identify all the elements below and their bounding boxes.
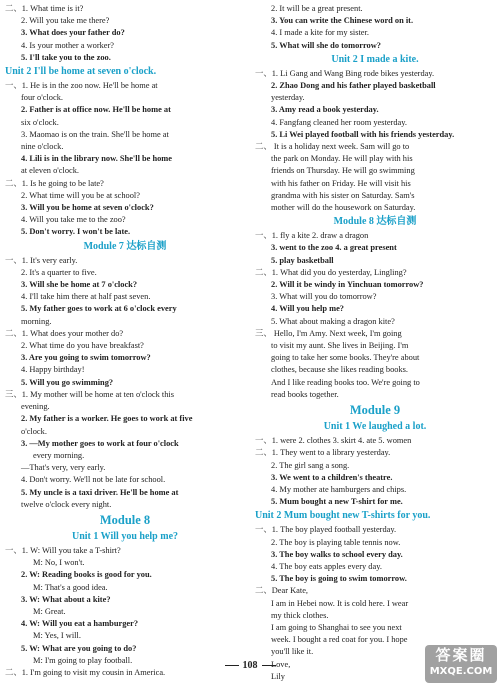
right-column [255, 3, 495, 683]
watermark-logo [425, 645, 497, 683]
section-heading: Module 9 [349, 403, 401, 418]
watermark-url: MXQE.COM [429, 666, 493, 677]
answer-line: 3. We went to a children's theatre. [271, 472, 393, 482]
answer-line: 3. Are you going to swim tomorrow? [21, 353, 151, 363]
answer-line: 4. I made a kite for my sister. [271, 28, 369, 38]
answer-line: 4. Will you take me to the zoo? [21, 215, 126, 225]
answer-line: evening. [21, 402, 50, 412]
answer-line: mother will do the housework on Saturday. [271, 203, 416, 213]
answer-line: 一、1. W: Will you take a T-shirt? [5, 545, 121, 555]
section-heading: Unit 1 We laughed a lot. [323, 421, 427, 433]
answer-line: Love, [271, 659, 291, 669]
answer-line: 2. W: Reading books is good for you. [21, 570, 152, 580]
answer-line: my thick clothes. [271, 610, 329, 620]
answer-line: M: That's a good idea. [33, 582, 108, 592]
answer-line: 5. play basketball [271, 255, 334, 265]
answer-line: 3. What will you do tomorrow? [271, 292, 377, 302]
answer-line: going to take her some books. They're about [271, 353, 420, 363]
answer-line: 2. Father is at office now. He'll be home at [21, 105, 171, 115]
answer-line: 4. I'll take him there at half past seven. [21, 292, 151, 302]
answer-line: 4. Is your mother a worker? [21, 40, 115, 50]
answer-line: 5. Will you go swimming? [21, 377, 114, 387]
answer-line: 一、1. fly a kite 2. draw a dragon [255, 231, 369, 241]
answer-line: 二、1. I'm going to visit my cousin in America. [5, 667, 166, 677]
answer-line: 4. The boy eats apples every day. [271, 561, 382, 571]
watermark-title: 答案圈 [435, 646, 487, 664]
answer-line: 4. W: Will you eat a hamburger? [21, 619, 139, 629]
answer-line: every morning. [33, 450, 85, 460]
answer-line: 2. It's a quarter to five. [21, 267, 97, 277]
answer-line: 3. You can write the Chinese word on it. [271, 16, 414, 26]
answer-line: 5. My father goes to work at 6 o'clock every [21, 304, 177, 314]
answer-line: 4. Lili is in the library now. She'll be home [21, 154, 172, 164]
answer-line: 4. Don't worry. We'll not be late for school. [21, 475, 166, 485]
answer-line: 5. Mum bought a new T-shirt for me. [271, 497, 403, 507]
answer-line: twelve o'clock every night. [21, 499, 112, 509]
answer-line: yesterday. [271, 93, 305, 103]
section-heading: Module 8 达标自测 [333, 216, 417, 228]
answer-line: 2. The boy is playing table tennis now. [271, 537, 401, 547]
answer-line: 3. Maomao is on the train. She'll be home at [21, 129, 169, 139]
answer-line: 二、1. What did you do yesterday, Lingling? [255, 267, 407, 277]
answer-line: 二、1. Is he going to be late? [5, 178, 104, 188]
answer-line: with his father on Friday. He will visit his [271, 178, 411, 188]
answer-line: 5. The boy is going to swim tomorrow. [271, 574, 407, 584]
answer-line: I am in Hebei now. It is cold here. I wear [271, 598, 409, 608]
answer-line: M: No, I won't. [33, 558, 85, 568]
answer-line: 3. Will you be home at seven o'clock? [21, 203, 154, 213]
answer-line: 三、 Hello, I'm Amy. Next week, I'm going [255, 328, 402, 338]
answer-line: Lily [271, 671, 285, 681]
page-number-text: 108 [242, 660, 258, 671]
answer-line: 2. My father is a worker. He goes to work at five [21, 414, 193, 424]
answer-line: 3. What does your father do? [21, 28, 125, 38]
section-heading: Unit 2 I'll be home at seven o'clock. [5, 66, 157, 78]
answer-line: 2. Zhao Dong and his father played basketball [271, 81, 436, 91]
answer-line: 二、1. What time is it? [5, 4, 84, 13]
answer-line: read books together. [271, 389, 339, 399]
answer-line: I am going to Shanghai to see you next [271, 622, 402, 632]
answer-line: M: Yes, I will. [33, 631, 81, 641]
answer-line: 4. Will you help me? [271, 304, 344, 314]
answer-line: morning. [21, 316, 52, 326]
answer-line: the park on Monday. He will play with his [271, 154, 413, 164]
section-heading: Unit 2 I made a kite. [331, 53, 419, 65]
answer-line: 三、1. My mother will be home at ten o'clock this [5, 389, 174, 399]
answer-line: six o'clock. [21, 117, 59, 127]
answer-line: clothes, because she likes reading books. [271, 365, 408, 375]
section-heading: Module 8 [99, 512, 151, 527]
answer-line: o'clock. [21, 426, 47, 436]
answer-line: 二、1. What does your mother do? [5, 328, 124, 338]
left-column [5, 3, 245, 679]
answer-line: 2. Will it be windy in Yinchuan tomorrow? [271, 280, 424, 290]
section-heading: Module 7 达标自测 [83, 240, 167, 252]
answer-line: 一、1. were 2. clothes 3. skirt 4. ate 5. women [255, 436, 412, 446]
answer-line: 5. W: What are you going to do? [21, 643, 137, 653]
answer-line: 5. What will she do tomorrow? [271, 40, 381, 50]
section-heading: Unit 2 Mum bought new T-shirts for you. [255, 510, 431, 522]
answer-line: 二、 It is a holiday next week. Sam will go to [255, 142, 410, 152]
answer-line: friends on Thursday. He will go swimming [271, 166, 415, 176]
answer-line: 一、1. The boy played football yesterday. [255, 525, 397, 535]
answer-line: to visit my aunt. She lives in Beijing. I'm [271, 341, 409, 351]
answer-line: 2. What time do you have breakfast? [21, 341, 144, 351]
answer-line: 5. I'll take you to the zoo. [21, 52, 111, 62]
answer-line: 二、Dear Kate, [255, 586, 309, 596]
answer-line: 一、1. Li Gang and Wang Bing rode bikes yesterday. [255, 68, 435, 78]
answer-line: you'll like it. [271, 647, 314, 657]
section-heading: Unit 1 Will you help me? [71, 530, 179, 542]
answer-line: 2. The girl sang a song. [271, 460, 350, 470]
answer-line: 5. What about making a dragon kite? [271, 316, 395, 326]
answer-line: at eleven o'clock. [21, 166, 80, 176]
answer-line: grandma with his sister on Saturday. Sam's [271, 190, 415, 200]
answer-line: 3. went to the zoo 4. a great present [271, 243, 397, 253]
answer-line: 4. My mother ate hamburgers and chips. [271, 484, 407, 494]
answer-line: 3. —My mother goes to work at four o'clock [21, 438, 179, 448]
answer-line: And I like reading books too. We're going to [271, 377, 420, 387]
answer-line: 4. Happy birthday! [21, 365, 85, 375]
answer-line: 一、1. It's very early. [5, 255, 78, 265]
answer-line: 3. Will she be home at 7 o'clock? [21, 280, 138, 290]
answer-line: 3. The boy walks to school every day. [271, 549, 403, 559]
answer-line: 二、1. They went to a library yesterday. [255, 448, 391, 458]
answer-line: 5. My uncle is a taxi driver. He'll be home at [21, 487, 179, 497]
answer-line: 2. What time will you be at school? [21, 190, 140, 200]
answer-line: 2. It will be a great present. [271, 4, 363, 13]
answer-line: 3. Amy read a book yesterday. [271, 105, 379, 115]
answer-line: M: I'm going to play football. [33, 655, 133, 665]
answer-line: 5. Li Wei played football with his friends yesterday. [271, 129, 455, 139]
answer-line: —That's very, very early. [21, 463, 106, 473]
answer-line: 3. W: What about a kite? [21, 594, 111, 604]
answer-line: 4. Fangfang cleaned her room yesterday. [271, 117, 407, 127]
answer-line: 5. Don't worry. I won't be late. [21, 227, 131, 237]
answer-line: four o'clock. [21, 93, 63, 103]
answer-line: nine o'clock. [21, 142, 64, 152]
answer-line: week. I bought a red coat for you. I hope [271, 635, 408, 645]
answer-line: 一、1. He is in the zoo now. He'll be home at [5, 81, 158, 91]
answer-line: 2. Will you take me there? [21, 16, 110, 26]
answer-line: M: Great. [33, 606, 66, 616]
